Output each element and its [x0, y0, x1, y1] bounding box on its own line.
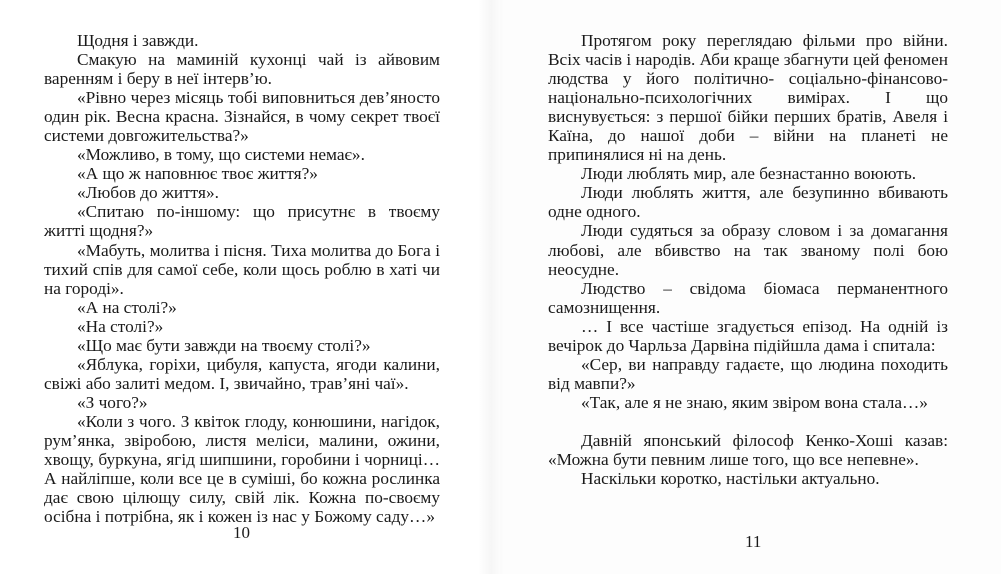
- book-gutter: [478, 0, 504, 574]
- right-page-text: [548, 31, 948, 488]
- left-page: [0, 0, 500, 574]
- paragraph: «Так, але я не знаю, яким звіром вона стала…»: [581, 392, 928, 412]
- paragraph: … І все частіше згадується епізод. На одній із вечірок до Чарльза Дарвіна підійшла дама і спитала:: [548, 316, 948, 355]
- page-number-left: 10: [233, 523, 250, 542]
- paragraph: «Коли з чого. З квіток глоду, конюшини, нагідок, рум’янка, звіробою, листя меліси, малини, ожини, хвощу, буркуна, ягід шипшини, горобини і чорниці… А найліпше, коли все це в суміші, бо кожна рослинка дає свою цілющу силу, свій лік. Кожна по-своєму осібна і потрібна, як і кожен із нас у Божому саду…»: [44, 411, 440, 527]
- paragraph: Людство – свідома біомаса перманентного самознищення.: [548, 278, 948, 317]
- paragraph: «Яблука, горіхи, цибуля, капуста, ягоди калини, свіжі або залиті медом. І, звичайно, трав’яні чаї».: [44, 354, 440, 393]
- paragraph: «Мабуть, молитва і пісня. Тиха молитва до Бога і тихий спів для самої себе, коли щось роблю в хаті чи на городі».: [44, 240, 440, 298]
- paragraph: «Любов до життя».: [77, 183, 219, 203]
- paragraph: «З чого?»: [77, 392, 148, 412]
- paragraph: «Що має бути завжди на твоєму столі?»: [77, 335, 371, 355]
- paragraph: «Сер, ви направду гадаєте, що людина походить від мавпи?»: [548, 354, 948, 393]
- paragraph: Люди судяться за образу словом і за домагання любові, але вбивство на так званому полі бою неосудне.: [548, 221, 948, 279]
- right-page: [500, 0, 1001, 574]
- paragraph: Наскільки коротко, настільки актуально.: [581, 469, 880, 489]
- paragraph: «Рівно через місяць тобі виповниться дев’яносто один рік. Весна красна. Зізнайся, в чому секрет твоєї системи довгожительства?»: [44, 88, 440, 146]
- paragraph: Люди люблять мир, але безнастанно воюють.: [581, 164, 917, 184]
- paragraph: «А на столі?»: [77, 297, 177, 317]
- paragraph: «Можливо, в тому, що системи немає».: [77, 145, 365, 165]
- paragraph: Давній японський філософ Кенко-Хоші казав: «Можна бути певним лише того, що все непевне».: [548, 430, 948, 469]
- left-page-text: [44, 31, 440, 526]
- paragraph: Щодня і завжди.: [77, 31, 199, 50]
- paragraph: Смакую на маминій кухонці чай із айвовим варенням і беру в неї інтерв’ю.: [44, 50, 440, 89]
- page-number-right: 11: [745, 532, 762, 551]
- paragraph: Люди люблять життя, але безупинно вбивають одне одного.: [548, 183, 948, 222]
- paragraph: Протягом року переглядаю фільми про війни. Всіх часів і народів. Аби краще збагнути цей феномен людства у його політично- соціально-фінансово-національно-психологічних вимірах. І що виснувується: з першої бійки перших братів, Авеля і Каїна, до нашої доби – війни на планеті не припинялися ні на день.: [548, 31, 948, 165]
- paragraph: «А що ж наповнює твоє життя?»: [77, 164, 318, 184]
- paragraph: «На столі?»: [77, 316, 164, 336]
- paragraph: «Спитаю по-іншому: що присутнє в твоєму житті щодня?»: [44, 202, 440, 241]
